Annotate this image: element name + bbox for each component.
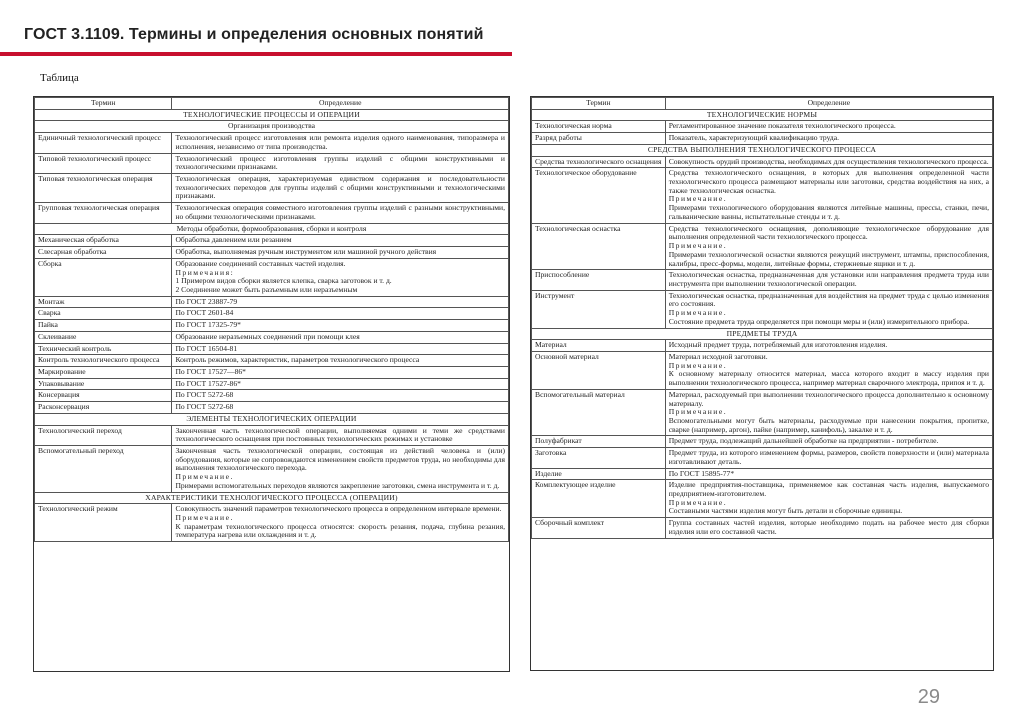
term-cell: Приспособление <box>532 270 666 290</box>
note-label: Примечания: <box>175 267 235 277</box>
definition-cell <box>665 518 992 538</box>
definition-cell <box>665 168 992 223</box>
section-heading-row <box>35 413 509 425</box>
note-label: Примечание. <box>175 513 234 523</box>
definition-cell <box>172 331 509 343</box>
definition-text: Обработка, выполняемая ручным инструментом или машиной ручного действия <box>175 247 437 257</box>
note-label: Примечание. <box>668 407 728 417</box>
right-terms-table <box>531 97 993 539</box>
definition-text: По ГОСТ 17527-86* <box>175 378 241 388</box>
term-cell: Технологическое оборудование <box>532 168 666 223</box>
left-header-definition: Определение <box>172 98 509 110</box>
definition-cell <box>172 378 509 390</box>
title-underline <box>0 52 512 56</box>
note-label: Примечание. <box>668 308 728 318</box>
table-row <box>532 270 993 290</box>
definition-text: Показатель, характеризующий квалификацию труда. <box>668 133 840 143</box>
term-cell: Разряд работы <box>532 133 666 145</box>
note-text: Примерами технологического оборудования являются литейные машины, прессы, станки, печи, гальванические ванны, испытательные стенды и т. д. <box>668 203 989 221</box>
note-text: Вспомогательными могут быть материалы, расходуемые при нанесении покрытия, пропитке, сварке (например, аргон), пайке (например, канифоль), закалке и т. д. <box>668 416 989 434</box>
definition-text: Обработка давлением или резанием <box>175 235 292 245</box>
right-header-definition: Определение <box>665 98 992 110</box>
definition-text: Технологическая операция совместного изготовления группы изделий с разными конструктивными, но общими технологическими признаками. <box>175 203 505 221</box>
definition-cell <box>172 174 509 203</box>
table-row <box>35 320 509 332</box>
definition-cell <box>172 425 509 445</box>
note-text: Состояние предмета труда определяется при помощи меры и (или) измерительного прибора. <box>668 316 970 326</box>
definition-cell <box>665 121 992 133</box>
table-row <box>35 331 509 343</box>
right-header-term: Термин <box>532 98 666 110</box>
table-row <box>532 340 993 352</box>
definition-text: По ГОСТ 17527—86* <box>175 366 246 376</box>
right-scanned-table <box>530 96 994 671</box>
definition-text: Группа составных частей изделия, которые необходимо подать на рабочее место для сборки изделия или его составной части. <box>668 518 989 536</box>
definition-text: Технологическая операция, характеризуемая единством содержания и последовательности технологических переходов для группы изделий с общими конструктивными и технологическими признаками. <box>175 174 505 201</box>
definition-cell <box>665 290 992 328</box>
term-cell: Средства технологического оснащения <box>532 156 666 168</box>
definition-cell <box>172 504 509 542</box>
term-cell: Технологическая норма <box>532 121 666 133</box>
definition-text: По ГОСТ 17325-79* <box>175 320 241 330</box>
definition-cell <box>665 468 992 480</box>
term-cell: Комплектующее изделие <box>532 480 666 518</box>
note-label: Примечание. <box>668 497 728 507</box>
section-heading-row <box>35 109 509 121</box>
left-terms-table <box>34 97 509 542</box>
definition-cell <box>665 436 992 448</box>
subsection-heading: Методы обработки, формообразования, сборки и контроля <box>35 223 509 235</box>
definition-text: Технологический процесс изготовления или ремонта изделия одного наименования, типоразмера и исполнения, независимо от типа производства. <box>175 133 505 151</box>
table-row <box>35 504 509 542</box>
definition-text: По ГОСТ 15895-77* <box>668 468 735 478</box>
definition-cell <box>665 223 992 270</box>
table-row <box>35 247 509 259</box>
left-scanned-table <box>33 96 510 672</box>
definition-text: Предмет труда, подлежащий дальнейшей обработке на предприятии - потребителе. <box>668 436 939 446</box>
note-text: К основному материалу относится материал, масса которого входит в массу изделия при выполнении технологического процесса, например материал сварочного электрода, припоя и т. д. <box>668 369 989 388</box>
definition-text: По ГОСТ 16504-81 <box>175 343 238 353</box>
table-row <box>532 121 993 133</box>
section-heading: ЭЛЕМЕНТЫ ТЕХНОЛОГИЧЕСКИХ ОПЕРАЦИИ <box>35 413 509 425</box>
term-cell: Сварка <box>35 308 172 320</box>
table-row <box>35 355 509 367</box>
subsection-heading-row <box>35 223 509 235</box>
definition-cell <box>172 343 509 355</box>
term-cell: Материал <box>532 340 666 352</box>
subsection-heading: Организация производства <box>35 121 509 133</box>
definition-text: Образование неразъемных соединений при помощи клея <box>175 331 360 341</box>
definition-cell <box>172 247 509 259</box>
definition-cell <box>665 156 992 168</box>
term-cell: Технологический переход <box>35 425 172 445</box>
section-heading-row <box>532 144 993 156</box>
definition-text: Средства технологического оснащения, дополняющие технологическое оборудование для выполнения определенной части технологического процесса. <box>668 223 989 242</box>
table-row <box>35 402 509 414</box>
note-text: Примерами вспомогательных переходов являются закрепление заготовки, смена инструмента и т. д. <box>175 480 500 490</box>
note-text: 2 Соединение может быть разъемным или неразъемным <box>175 284 358 294</box>
definition-cell <box>665 133 992 145</box>
note-label: Примечание. <box>175 472 234 482</box>
section-heading-row <box>532 109 993 121</box>
definition-text: Законченная часть технологической операции, выполняемая одними и теми же средствами технологического оснащения при постоянных технологических режимах и установке <box>175 425 505 444</box>
definition-cell <box>665 340 992 352</box>
table-row <box>35 378 509 390</box>
table-row <box>35 153 509 173</box>
definition-text: Исходный предмет труда, потребляемый для изготовления изделия. <box>668 340 888 350</box>
definition-cell <box>172 153 509 173</box>
term-cell: Заготовка <box>532 448 666 468</box>
table-row <box>35 425 509 445</box>
definition-text: Контроль режимов, характеристик, параметров технологического процесса <box>175 355 420 365</box>
section-heading: ХАРАКТЕРИСТИКИ ТЕХНОЛОГИЧЕСКОГО ПРОЦЕССА (ОПЕРАЦИИ) <box>35 492 509 504</box>
table-row <box>35 258 509 296</box>
section-heading: ПРЕДМЕТЫ ТРУДА <box>532 328 993 340</box>
term-cell: Пайка <box>35 320 172 332</box>
term-cell: Механическая обработка <box>35 235 172 247</box>
definition-cell <box>172 320 509 332</box>
table-caption: Таблица <box>40 72 79 84</box>
right-table-body <box>532 109 993 538</box>
table-row <box>532 351 993 389</box>
definition-text: Материал, расходуемый при выполнении технологического процесса дополнительно к основному материалу. <box>668 389 989 408</box>
definition-text: Технологическая оснастка, предназначенная для установки или направления предмета труда или инструмента при выполнении технологической операции. <box>668 270 989 288</box>
term-cell: Вспомогательный материал <box>532 389 666 436</box>
definition-cell <box>172 308 509 320</box>
term-cell: Технологический режим <box>35 504 172 542</box>
definition-text: Средства технологического оснащения, в которых для выполнения определенной части технологического процесса размещают материалы или заготовки, средства воздействия на них, а также технологическая оснастка. <box>668 168 989 195</box>
definition-text: Образование соединений составных частей изделия. <box>175 258 346 268</box>
definition-text: По ГОСТ 23887-79 <box>175 296 238 306</box>
term-cell: Технический контроль <box>35 343 172 355</box>
term-cell: Основной материал <box>532 351 666 389</box>
definition-cell <box>172 235 509 247</box>
term-cell: Изделие <box>532 468 666 480</box>
note-text: Примерами технологической оснастки являются режущий инструмент, штампы, приспособления, калибры, пресс-формы, модели, литейные формы, стержневые ящики и т. д. <box>668 249 989 268</box>
term-cell: Групповая технологическая операция <box>35 203 172 223</box>
definition-cell <box>172 390 509 402</box>
definition-cell <box>172 258 509 296</box>
table-row <box>35 446 509 493</box>
table-row <box>532 518 993 538</box>
definition-cell <box>665 448 992 468</box>
note-label: Примечание. <box>668 360 728 370</box>
definition-cell <box>172 203 509 223</box>
table-row <box>35 308 509 320</box>
definition-text: Законченная часть технологической операции, состоящая из действий человека и (или) оборудования, которые не сопровождаются изменением свойств предметов труда, но необходимы для выполнения технологического перехода. <box>175 446 505 473</box>
section-heading-row <box>35 492 509 504</box>
term-cell: Консервация <box>35 390 172 402</box>
definition-cell <box>172 296 509 308</box>
term-cell: Маркирование <box>35 366 172 378</box>
table-row <box>532 133 993 145</box>
definition-text: По ГОСТ 5272-68 <box>175 390 234 400</box>
section-heading: ТЕХНОЛОГИЧЕСКИЕ ПРОЦЕССЫ И ОПЕРАЦИИ <box>35 109 509 121</box>
definition-cell <box>172 133 509 153</box>
term-cell: Склеивание <box>35 331 172 343</box>
term-cell: Единичный технологический процесс <box>35 133 172 153</box>
term-cell: Монтаж <box>35 296 172 308</box>
table-row <box>35 235 509 247</box>
term-cell: Контроль технологического процесса <box>35 355 172 367</box>
note-text: К параметрам технологического процесса относятся: скорость резания, подача, глубина резания, температура нагрева или охлаждения и т. д. <box>175 521 505 540</box>
left-table-header <box>35 98 509 110</box>
definition-text: Совокупность значений параметров технологического процесса в определенном интервале времени. <box>175 504 502 514</box>
definition-text: Предмет труда, из которого изменением формы, размеров, свойств поверхности и (или) материала изготавливают деталь. <box>668 448 989 466</box>
term-cell: Упаковывание <box>35 378 172 390</box>
definition-cell <box>665 389 992 436</box>
definition-text: По ГОСТ 5272-68 <box>175 402 234 412</box>
subsection-heading-row <box>35 121 509 133</box>
table-row <box>35 366 509 378</box>
definition-cell <box>172 402 509 414</box>
definition-text: Изделие предприятия-поставщика, применяемое как составная часть изделия, выпускаемого предприятием-изготовителем. <box>668 480 989 499</box>
left-header-term: Термин <box>35 98 172 110</box>
definition-cell <box>172 366 509 378</box>
definition-cell <box>172 446 509 493</box>
table-row <box>532 223 993 270</box>
table-row <box>532 480 993 518</box>
note-label: Примечание. <box>668 241 728 251</box>
table-row <box>532 436 993 448</box>
section-heading: ТЕХНОЛОГИЧЕСКИЕ НОРМЫ <box>532 109 993 121</box>
left-table-body <box>35 109 509 541</box>
term-cell: Сборка <box>35 258 172 296</box>
term-cell: Расконсервация <box>35 402 172 414</box>
definition-text: Материал исходной заготовки. <box>668 351 768 361</box>
section-heading: СРЕДСТВА ВЫПОЛНЕНИЯ ТЕХНОЛОГИЧЕСКОГО ПРОЦЕССА <box>532 144 993 156</box>
table-row <box>35 343 509 355</box>
definition-cell <box>665 270 992 290</box>
table-row <box>35 174 509 203</box>
definition-text: Совокупность орудий производства, необходимых для осуществления технологического процесса. <box>668 156 989 166</box>
page-number: 29 <box>917 686 940 708</box>
term-cell: Сборочный комплект <box>532 518 666 538</box>
table-row <box>35 203 509 223</box>
note-text: Составными частями изделия могут быть детали и сборочные единицы. <box>668 506 903 516</box>
table-row <box>532 156 993 168</box>
term-cell: Инструмент <box>532 290 666 328</box>
term-cell: Слесарная обработка <box>35 247 172 259</box>
term-cell: Вспомогательный переход <box>35 446 172 493</box>
note-text: 1 Примером видов сборки является клепка, сварка заготовок и т. д. <box>175 276 392 286</box>
table-row <box>35 390 509 402</box>
term-cell: Полуфабрикат <box>532 436 666 448</box>
section-heading-row <box>532 328 993 340</box>
table-row <box>532 448 993 468</box>
note-label: Примечание. <box>668 194 728 204</box>
term-cell: Типовой технологический процесс <box>35 153 172 173</box>
slide-title: ГОСТ 3.1109. Термины и определения основных понятий <box>24 26 484 43</box>
term-cell: Технологическая оснастка <box>532 223 666 270</box>
definition-cell <box>665 480 992 518</box>
table-row <box>35 133 509 153</box>
right-table-header <box>532 98 993 110</box>
term-cell: Типовая технологическая операция <box>35 174 172 203</box>
definition-text: Технологическая оснастка, предназначенная для воздействия на предмет труда с целью изменения его состояния. <box>668 290 989 309</box>
table-row <box>532 468 993 480</box>
definition-text: По ГОСТ 2601-84 <box>175 308 234 318</box>
table-row <box>532 389 993 436</box>
table-row <box>532 290 993 328</box>
definition-text: Технологический процесс изготовления группы изделий с общими конструктивными и технологическими признаками. <box>175 153 505 172</box>
definition-text: Регламентированное значение показателя технологического процесса. <box>668 121 896 131</box>
definition-cell <box>172 355 509 367</box>
definition-cell <box>665 351 992 389</box>
table-row <box>35 296 509 308</box>
table-row <box>532 168 993 223</box>
